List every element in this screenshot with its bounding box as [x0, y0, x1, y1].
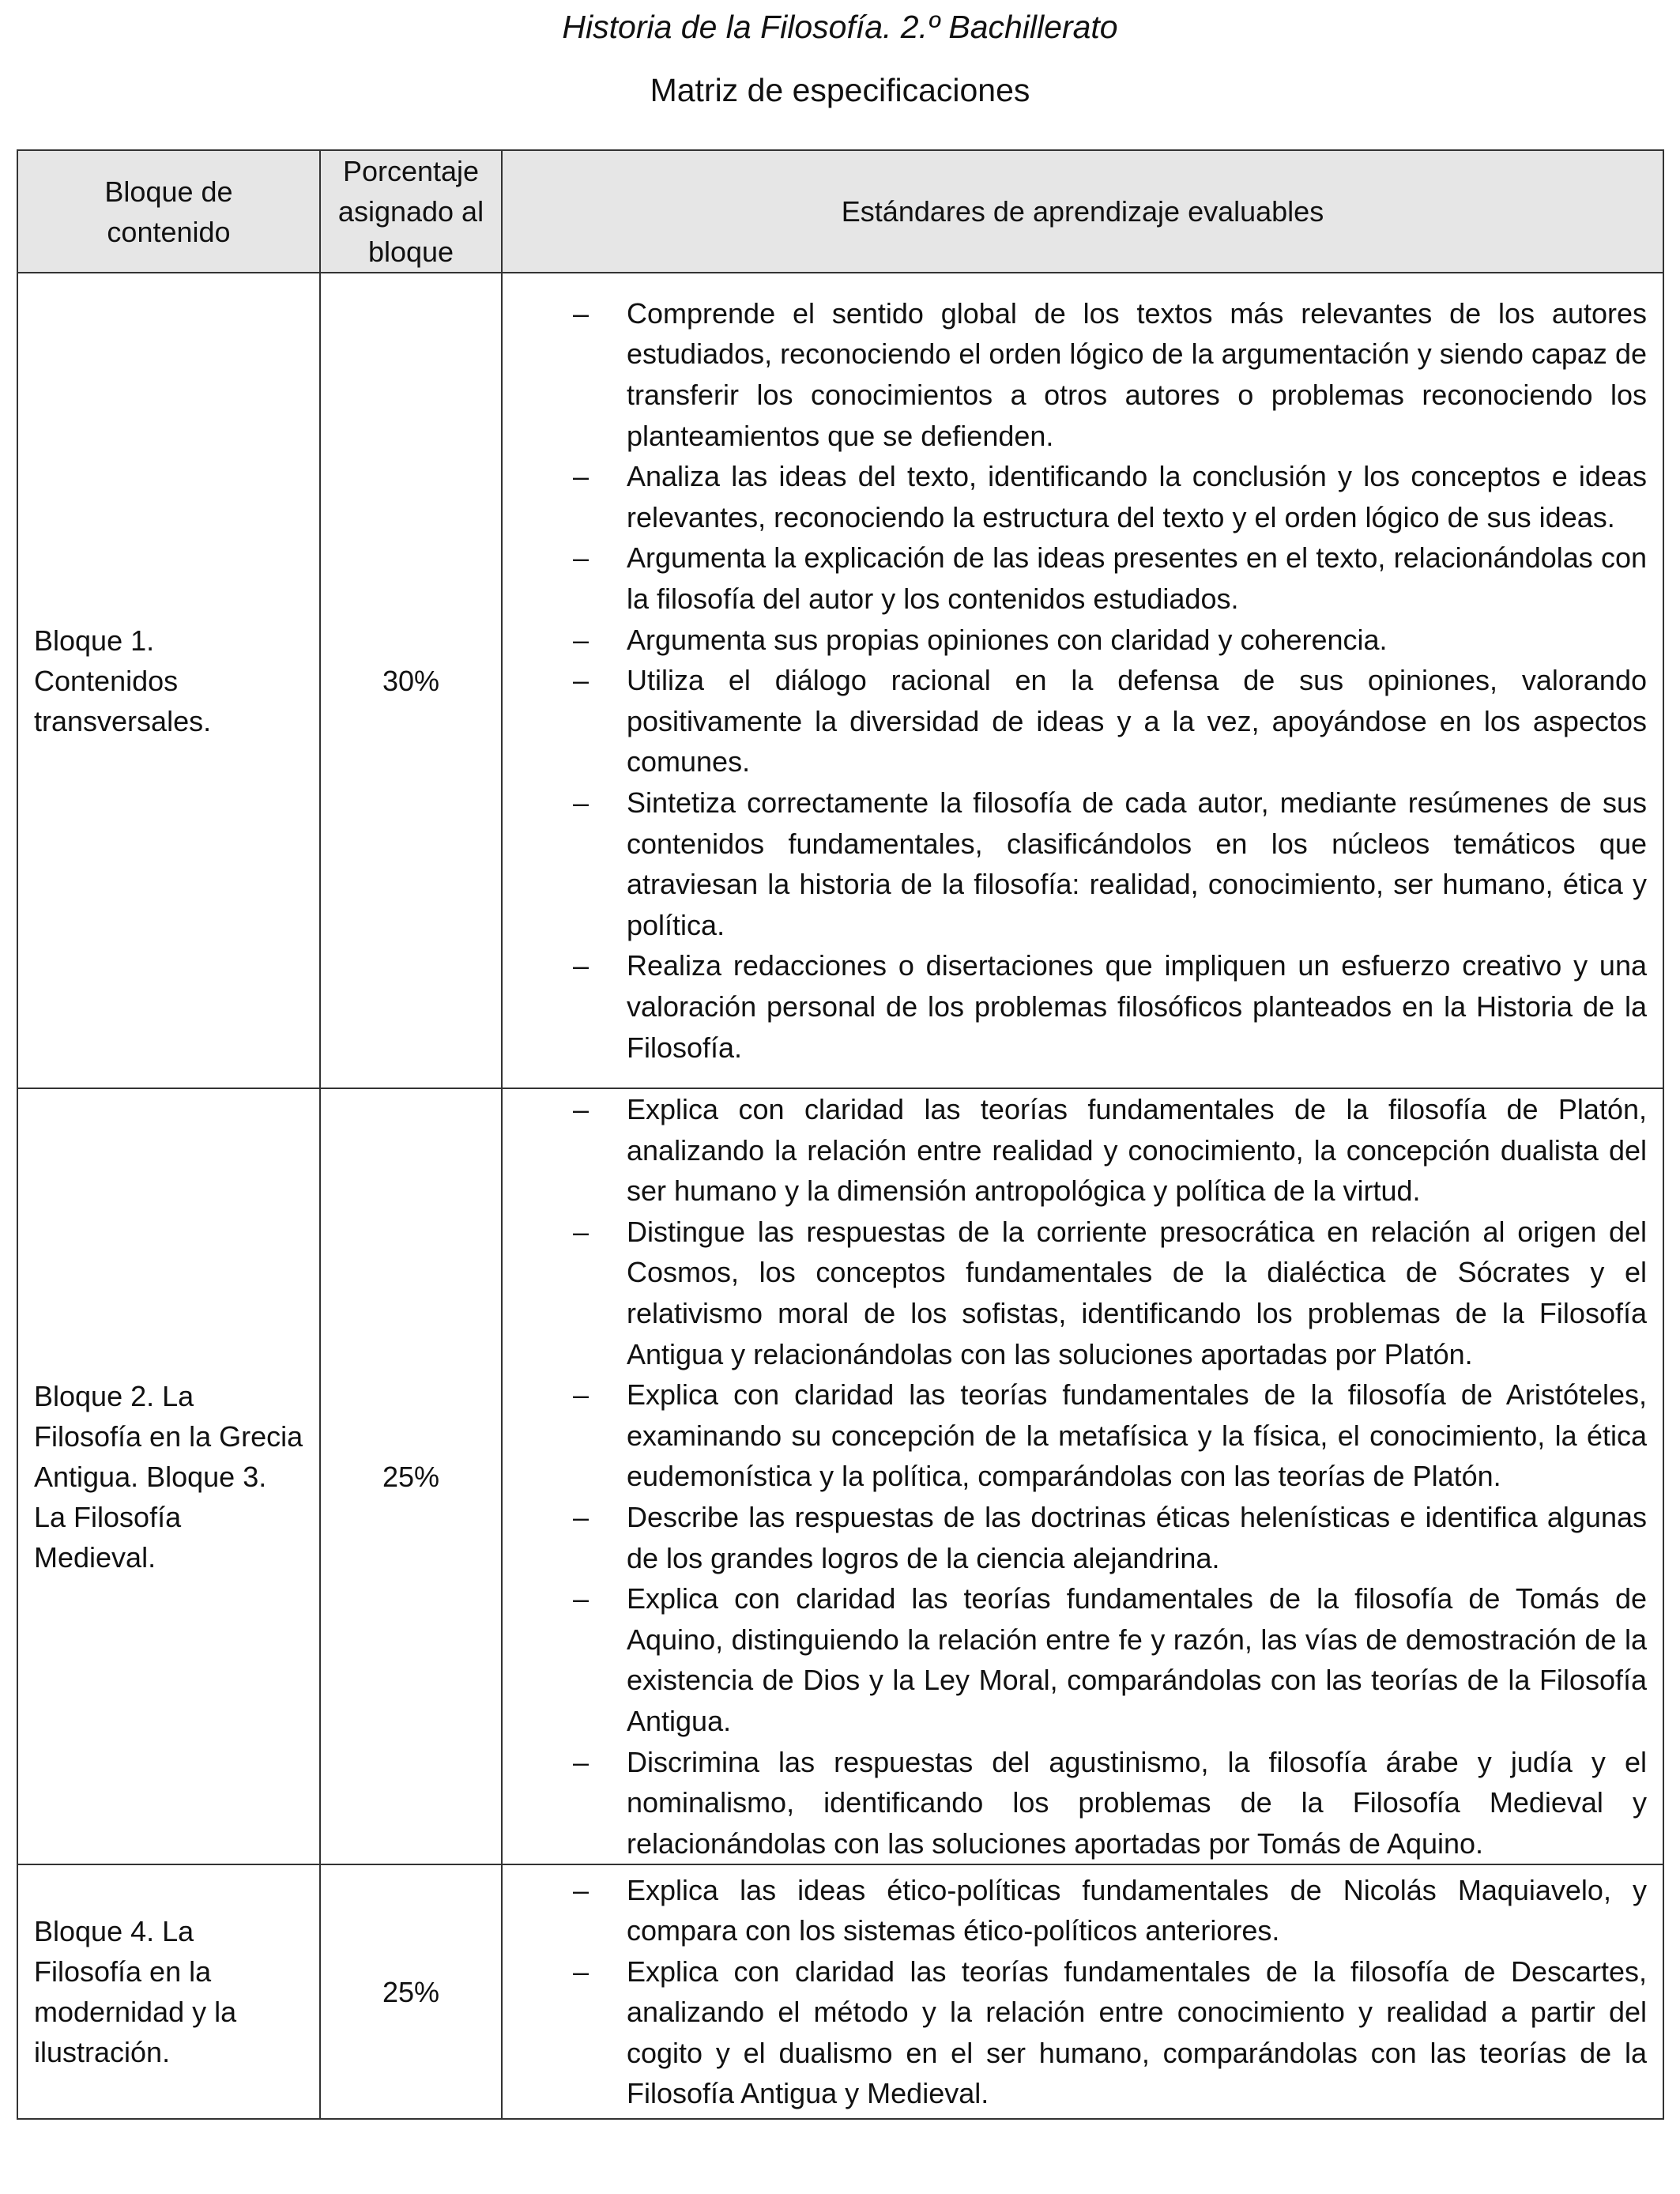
percentage-cell: 25%: [320, 1864, 502, 2119]
percentage-cell: 30%: [320, 273, 502, 1088]
standard-item: – Explica con claridad las teorías fundamentales de la filosofía de Descartes, analizando el método y la relación entre conocimiento y realidad a partir del cogito y el dualismo en el ser humano, comparándolas con las teorías de la Filosofía Antigua y Medieval.: [503, 1951, 1647, 2114]
standard-item: – Explica las ideas ético-políticas fundamentales de Nicolás Maquiavelo, y compara con los sistemas ético-políticos anteriores.: [503, 1870, 1647, 1951]
standard-item: – Utiliza el diálogo racional en la defensa de sus opiniones, valorando positivamente la diversidad de ideas y a la vez, apoyándose en los aspectos comunes.: [503, 660, 1647, 782]
dash-bullet: –: [573, 460, 590, 493]
specifications-table: [17, 149, 1664, 2120]
document-subtitle: Matriz de especificaciones: [650, 72, 1030, 108]
dash-bullet: –: [573, 664, 590, 697]
standard-item: – Describe las respuestas de las doctrinas éticas helenísticas e identifica algunas de los grandes logros de la ciencia alejandrina.: [503, 1497, 1647, 1578]
standard-item: – Explica con claridad las teorías fundamentales de la filosofía de Aristóteles, examinando su concepción de la metafísica y la física, el conocimiento, la ética eudemonística y la política, comparándolas con las teorías de Platón.: [503, 1374, 1647, 1497]
standard-item: – Explica con claridad las teorías fundamentales de la filosofía de Platón, analizando la relación entre realidad y conocimiento, la concepción dualista del ser humano y la dimensión antropológica y política de la virtud.: [503, 1089, 1647, 1212]
table-header-row: [17, 150, 1663, 273]
document-title: Historia de la Filosofía. 2.º Bachillerato: [562, 9, 1118, 45]
standards-list: [503, 1870, 1647, 2115]
table-row: [17, 1864, 1663, 2119]
header-percentage: Porcentaje asignado al bloque: [320, 150, 502, 273]
dash-bullet: –: [573, 1378, 590, 1412]
standard-item: – Explica con claridad las teorías fundamentales de la filosofía de Tomás de Aquino, distinguiendo la relación entre fe y razón, las vías de demostración de la existencia de Dios y la Ley Moral, comparándolas con las teorías de la Filosofía Antigua.: [503, 1578, 1647, 1741]
block-cell: Bloque 2. La Filosofía en la Grecia Antigua. Bloque 3. La Filosofía Medieval.: [17, 1088, 320, 1864]
standards-cell: [502, 1864, 1663, 2119]
standards-list: [503, 293, 1647, 1068]
standards-cell: [502, 273, 1663, 1088]
standard-item: – Analiza las ideas del texto, identificando la conclusión y los conceptos e ideas relevantes, reconociendo la estructura del texto y el orden lógico de sus ideas.: [503, 456, 1647, 537]
table-row: [17, 273, 1663, 1088]
standards-cell: [502, 1088, 1663, 1864]
dash-bullet: –: [573, 1745, 590, 1778]
dash-bullet: –: [573, 1215, 590, 1248]
dash-bullet: –: [573, 1582, 590, 1615]
dash-bullet: –: [573, 623, 590, 656]
dash-bullet: –: [573, 1873, 590, 1906]
standard-item: – Distingue las respuestas de la corriente presocrática en relación al origen del Cosmos, los conceptos fundamentales de la dialéctica de Sócrates y el relativismo moral de los sofistas, identificando los problemas de la Filosofía Antigua y relacionándolas con las soluciones aportadas por Platón.: [503, 1212, 1647, 1374]
dash-bullet: –: [573, 949, 590, 982]
table-row: [17, 1088, 1663, 1864]
standard-item: – Argumenta sus propias opiniones con claridad y coherencia.: [503, 620, 1647, 661]
dash-bullet: –: [573, 786, 590, 819]
percentage-cell: 25%: [320, 1088, 502, 1864]
standards-list: [503, 1089, 1647, 1864]
block-cell: Bloque 1. Contenidos transversales.: [17, 273, 320, 1088]
block-cell: Bloque 4. La Filosofía en la modernidad y la ilustración.: [17, 1864, 320, 2119]
standard-item: – Realiza redacciones o disertaciones que impliquen un esfuerzo creativo y una valoración personal de los problemas filosóficos planteados en la Historia de la Filosofía.: [503, 945, 1647, 1068]
dash-bullet: –: [573, 1500, 590, 1533]
standard-item: – Discrimina las respuestas del agustinismo, la filosofía árabe y judía y el nominalismo, identificando los problemas de la Filosofía Medieval y relacionándolas con las soluciones aportadas por Tomás de Aquino.: [503, 1742, 1647, 1864]
dash-bullet: –: [573, 1955, 590, 1988]
dash-bullet: –: [573, 541, 590, 575]
standard-item: – Comprende el sentido global de los textos más relevantes de los autores estudiados, reconociendo el orden lógico de la argumentación y siendo capaz de transferir los conocimientos a otros autores o problemas reconociendo los planteamientos que se defienden.: [503, 293, 1647, 456]
header-standards: Estándares de aprendizaje evaluables: [502, 150, 1663, 273]
dash-bullet: –: [573, 1093, 590, 1125]
standard-item: – Sintetiza correctamente la filosofía de cada autor, mediante resúmenes de sus contenidos fundamentales, clasificándolos en los núcleos temáticos que atraviesan la historia de la filosofía: realidad, conocimiento, ser humano, ética y política.: [503, 782, 1647, 945]
standard-item: – Argumenta la explicación de las ideas presentes en el texto, relacionándolas con la filosofía del autor y los contenidos estudiados.: [503, 537, 1647, 619]
dash-bullet: –: [573, 296, 590, 330]
header-block: Bloque de contenido: [17, 150, 320, 273]
